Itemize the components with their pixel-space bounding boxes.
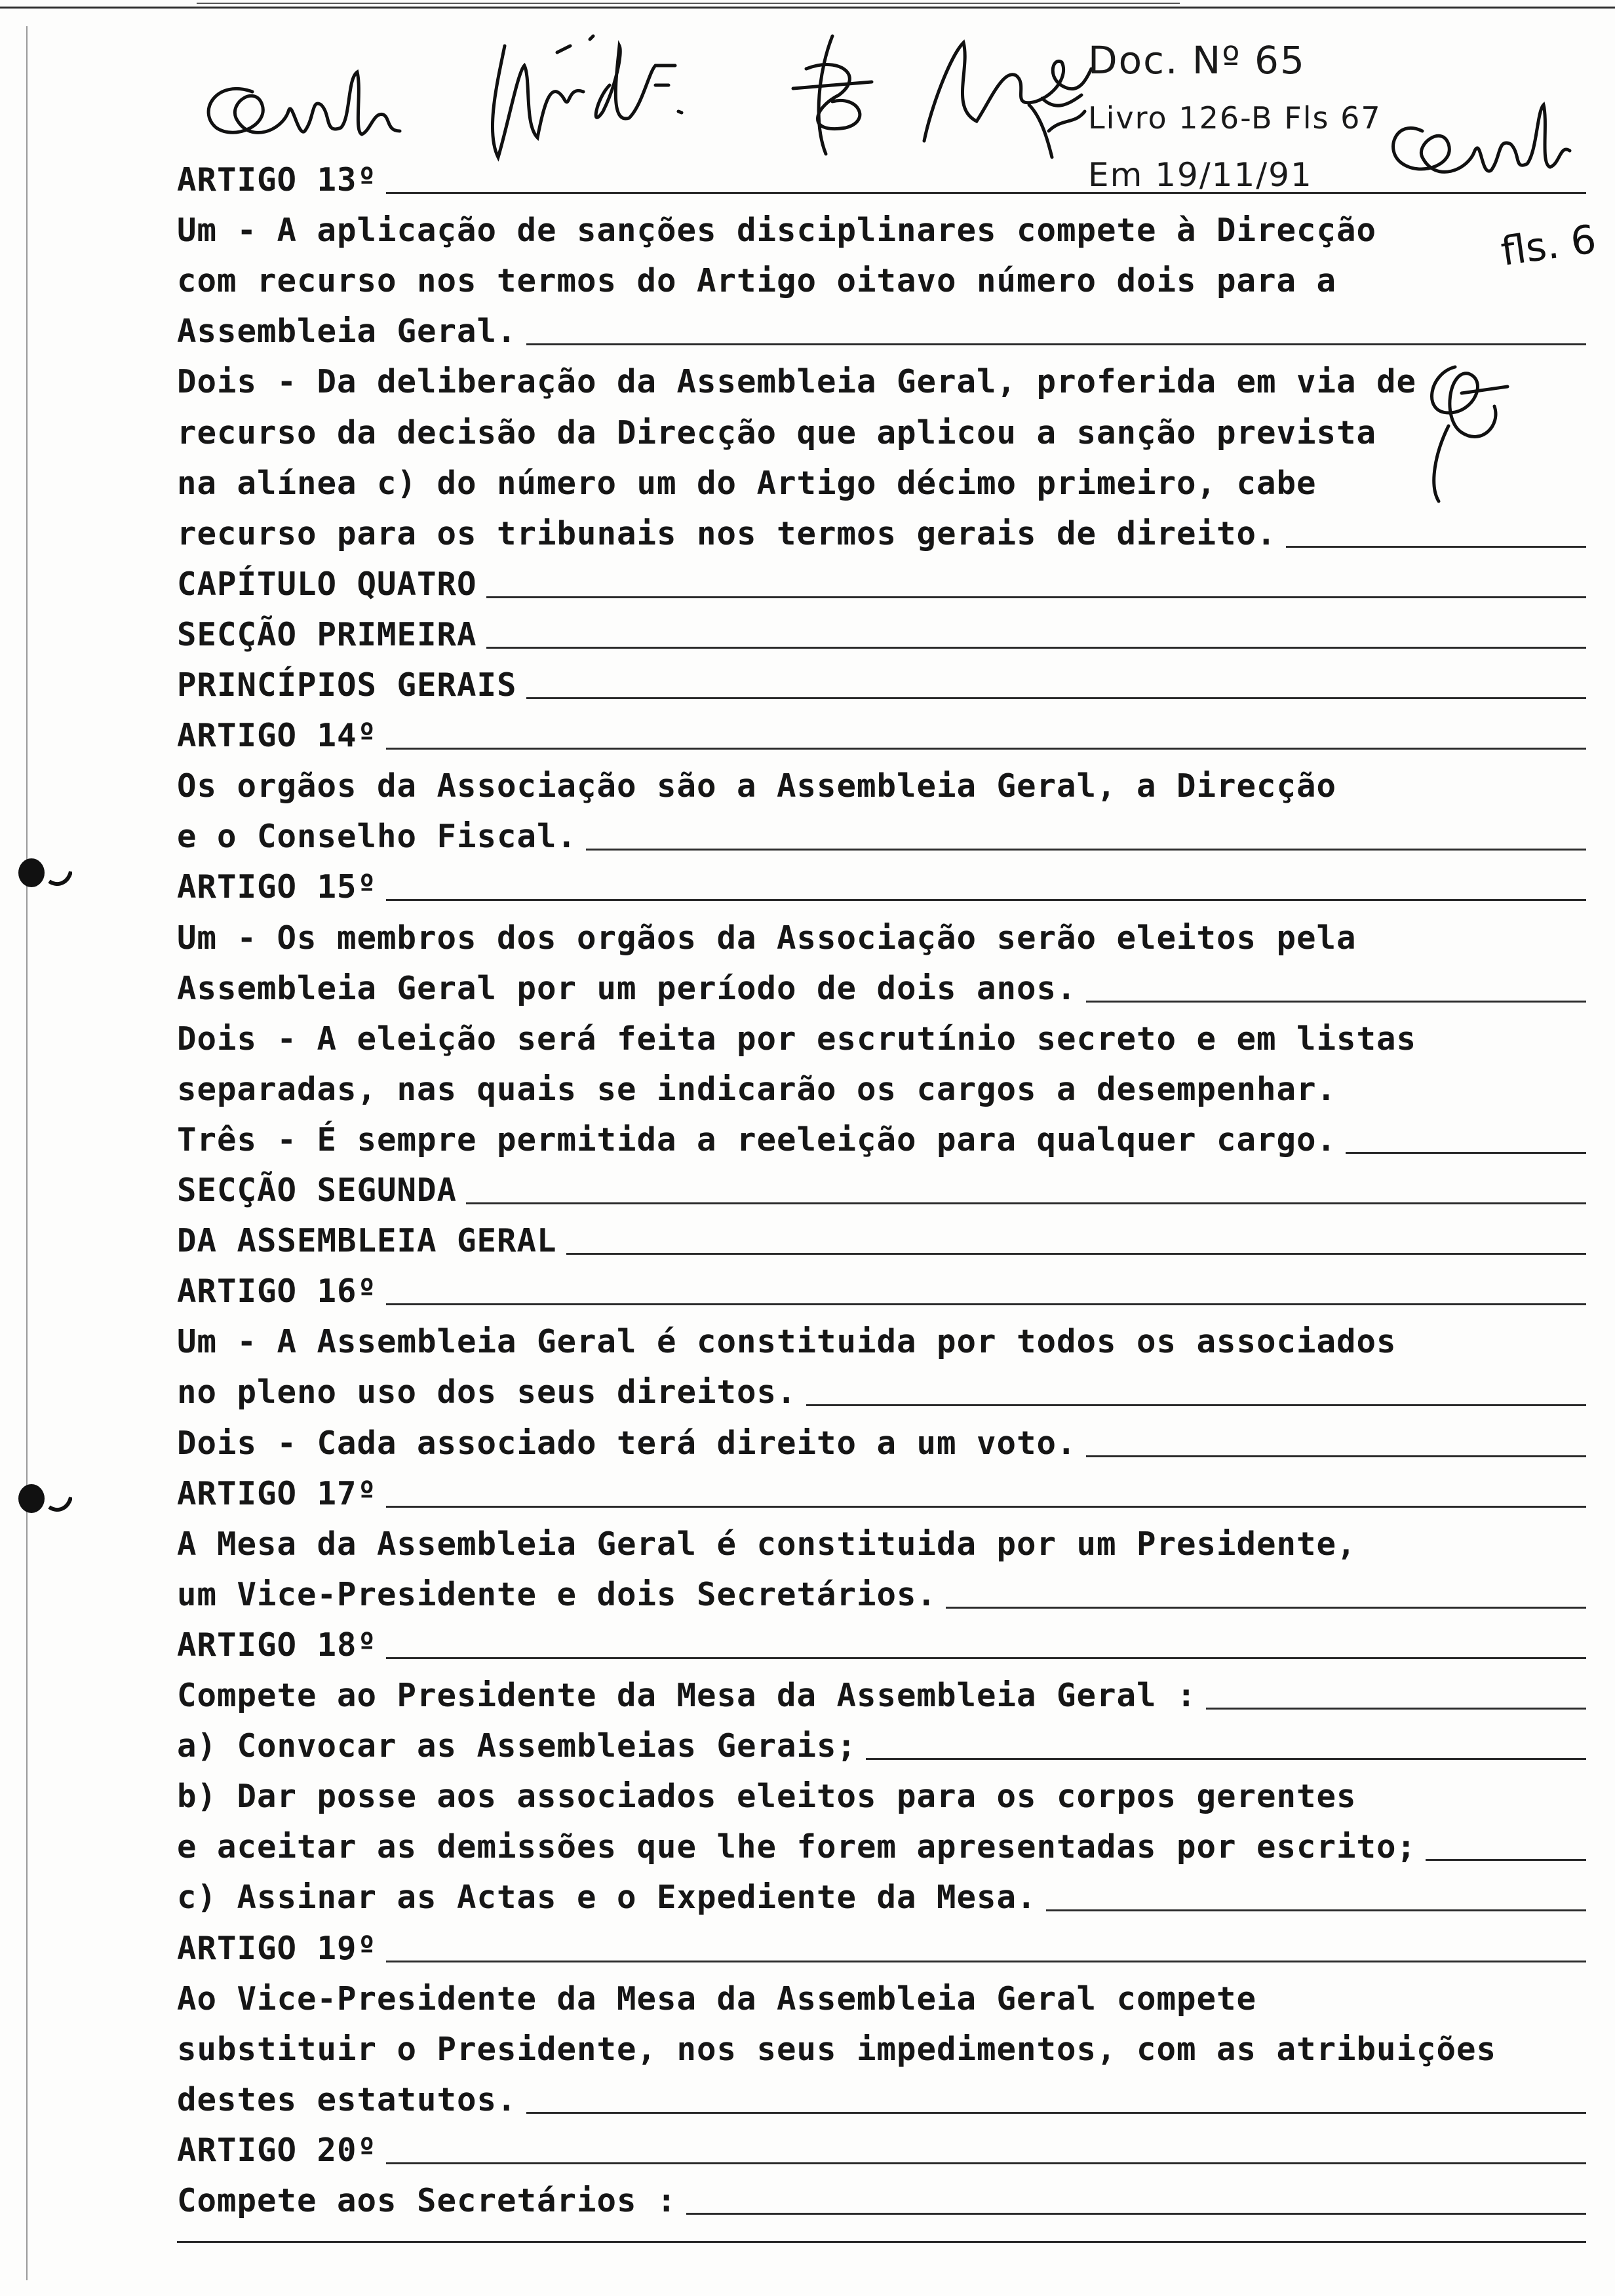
text-line <box>177 461 1586 507</box>
signature-2 <box>459 26 708 170</box>
fill-rule <box>1426 1859 1586 1861</box>
top-edge-line-secondary <box>197 3 1180 4</box>
text-line-content: Dois - Cada associado terá direito a um voto. <box>177 1424 1077 1462</box>
text-line-content: PRINCÍPIOS GERAIS <box>177 666 517 704</box>
text-line <box>177 1824 1586 1870</box>
text-line-content: Dois - A eleição será feita por escrutínio secreto e em listas <box>177 1020 1417 1058</box>
text-line <box>177 2178 1586 2224</box>
fill-rule <box>526 343 1586 345</box>
signature-1 <box>190 66 406 164</box>
text-line-content: recurso para os tribunais nos termos gerais de direito. <box>177 514 1277 552</box>
text-line <box>177 1572 1586 1618</box>
text-line-content: e o Conselho Fiscal. <box>177 818 577 856</box>
closing-blank-rule <box>177 2241 1586 2243</box>
fill-rule <box>1286 546 1586 548</box>
text-line-content: Os orgãos da Associação são a Assembleia Geral, a Direcção <box>177 767 1337 805</box>
text-line <box>177 1926 1586 1972</box>
text-line-content: ARTIGO 13º <box>177 161 378 199</box>
fill-rule <box>1346 1152 1586 1154</box>
stamp-doc-number: Doc. Nº 65 <box>1088 38 1306 83</box>
text-line-content: Assembleia Geral por um período de dois anos. <box>177 969 1077 1007</box>
text-line-content: ARTIGO 20º <box>177 2131 378 2169</box>
text-line <box>177 713 1586 759</box>
fill-rule <box>1206 1708 1586 1710</box>
fill-rule <box>686 2213 1586 2215</box>
text-line <box>177 157 1586 203</box>
text-line-content: c) Assinar as Actas e o Expediente da Mesa. <box>177 1879 1037 1917</box>
text-line-content: substituir o Presidente, nos seus impedimentos, com as atribuições <box>177 2030 1497 2068</box>
text-line-content: DA ASSEMBLEIA GERAL <box>177 1222 557 1260</box>
left-margin-rule <box>26 26 28 2280</box>
text-line-content: Ao Vice-Presidente da Mesa da Assembleia Geral compete <box>177 1980 1257 2018</box>
text-line-content: CAPÍTULO QUATRO <box>177 565 477 603</box>
text-line-content: no pleno uso dos seus direitos. <box>177 1373 797 1411</box>
punch-hole-2 <box>13 1478 72 1517</box>
text-line <box>177 1269 1586 1314</box>
text-line <box>177 208 1586 254</box>
text-line <box>177 1622 1586 1668</box>
text-line <box>177 1168 1586 1214</box>
text-line <box>177 359 1586 405</box>
margin-check-mark <box>1022 92 1088 164</box>
text-line-content: b) Dar posse aos associados eleitos para os corpos gerentes <box>177 1778 1357 1816</box>
text-line-content: ARTIGO 17º <box>177 1474 378 1512</box>
fill-rule <box>806 1404 1586 1406</box>
text-line-content: e aceitar as demissões que lhe forem apresentadas por escrito; <box>177 1828 1417 1866</box>
text-line-content: a) Convocar as Assembleias Gerais; <box>177 1727 857 1765</box>
text-line-content: Um - A aplicação de sanções disciplinares compete à Direcção <box>177 212 1377 250</box>
text-line <box>177 1421 1586 1466</box>
text-line-content: SECÇÃO SEGUNDA <box>177 1172 457 1209</box>
margin-note: fls. 6 <box>1498 216 1599 275</box>
fill-rule <box>566 1253 1586 1255</box>
text-line-content: Três - É sempre permitida a reeleição para qualquer cargo. <box>177 1120 1337 1158</box>
text-line <box>177 814 1586 860</box>
text-line-content: um Vice-Presidente e dois Secretários. <box>177 1575 937 1613</box>
text-line <box>177 966 1586 1012</box>
text-line <box>177 1976 1586 2022</box>
text-line-content: ARTIGO 14º <box>177 717 378 755</box>
text-line-content: destes estatutos. <box>177 2080 517 2118</box>
fill-rule <box>586 849 1586 851</box>
fill-rule <box>946 1607 1586 1609</box>
fill-rule <box>386 2162 1586 2164</box>
text-line <box>177 763 1586 809</box>
text-line <box>177 1774 1586 1820</box>
text-line <box>177 864 1586 910</box>
fill-rule <box>386 748 1586 750</box>
text-line <box>177 1218 1586 1264</box>
text-line <box>177 1016 1586 1062</box>
fill-rule <box>1086 1455 1586 1457</box>
text-line <box>177 258 1586 304</box>
fill-rule <box>386 899 1586 901</box>
text-line <box>177 511 1586 557</box>
text-line-content: SECÇÃO PRIMEIRA <box>177 615 477 653</box>
text-line <box>177 612 1586 658</box>
text-line <box>177 662 1586 708</box>
text-line <box>177 1319 1586 1365</box>
text-line <box>177 915 1586 961</box>
text-line-content: recurso da decisão da Direcção que aplicou a sanção prevista <box>177 413 1377 451</box>
stamp-date: Em 19/11/91 <box>1088 156 1313 194</box>
text-line <box>177 1875 1586 1921</box>
stamp-book-folio: Livro 126-B Fls 67 <box>1088 100 1382 136</box>
text-line-content: Um - Os membros dos orgãos da Associação serão eleitos pela <box>177 919 1357 957</box>
fill-rule <box>486 647 1586 649</box>
fill-rule <box>386 1657 1586 1659</box>
text-line <box>177 1521 1586 1567</box>
text-line-content: Assembleia Geral. <box>177 313 517 351</box>
text-line-content: separadas, nas quais se indicarão os cargos a desempenhar. <box>177 1070 1337 1108</box>
text-line <box>177 1673 1586 1719</box>
text-line-content: ARTIGO 15º <box>177 868 378 906</box>
text-line-content: ARTIGO 19º <box>177 1929 378 1967</box>
text-line <box>177 1723 1586 1769</box>
text-line-content: Dois - Da deliberação da Assembleia Geral, proferida em via de <box>177 363 1417 401</box>
text-line-content: ARTIGO 16º <box>177 1272 378 1311</box>
text-line <box>177 410 1586 456</box>
fill-rule <box>1046 1909 1586 1911</box>
fill-rule <box>1086 1001 1586 1003</box>
text-line <box>177 562 1586 607</box>
text-line <box>177 1471 1586 1517</box>
text-line <box>177 1369 1586 1415</box>
fill-rule <box>386 1303 1586 1305</box>
fill-rule <box>486 596 1586 598</box>
text-line-content: na alínea c) do número um do Artigo décimo primeiro, cabe <box>177 464 1317 502</box>
fill-rule <box>526 697 1586 699</box>
text-line-content: Compete aos Secretários : <box>177 2182 677 2219</box>
punch-hole-1 <box>13 852 72 891</box>
text-line <box>177 2077 1586 2123</box>
text-line <box>177 2128 1586 2173</box>
text-line <box>177 2027 1586 2073</box>
fill-rule <box>526 2112 1586 2114</box>
text-line-content: Compete ao Presidente da Mesa da Assembleia Geral : <box>177 1677 1197 1714</box>
fill-rule <box>386 192 1586 194</box>
text-line-content: ARTIGO 18º <box>177 1626 378 1664</box>
text-line <box>177 1067 1586 1113</box>
text-line-content: Um - A Assembleia Geral é constituida por todos os associados <box>177 1323 1397 1361</box>
signature-3 <box>780 29 891 161</box>
fill-rule <box>386 1506 1586 1508</box>
text-line-content: A Mesa da Assembleia Geral é constituida por um Presidente, <box>177 1525 1357 1563</box>
fill-rule <box>386 1961 1586 1962</box>
text-line <box>177 309 1586 354</box>
fill-rule <box>466 1202 1586 1204</box>
text-line <box>177 1117 1586 1163</box>
text-line-content: com recurso nos termos do Artigo oitavo número dois para a <box>177 262 1337 300</box>
top-edge-line <box>0 7 1615 9</box>
fill-rule <box>866 1758 1586 1760</box>
